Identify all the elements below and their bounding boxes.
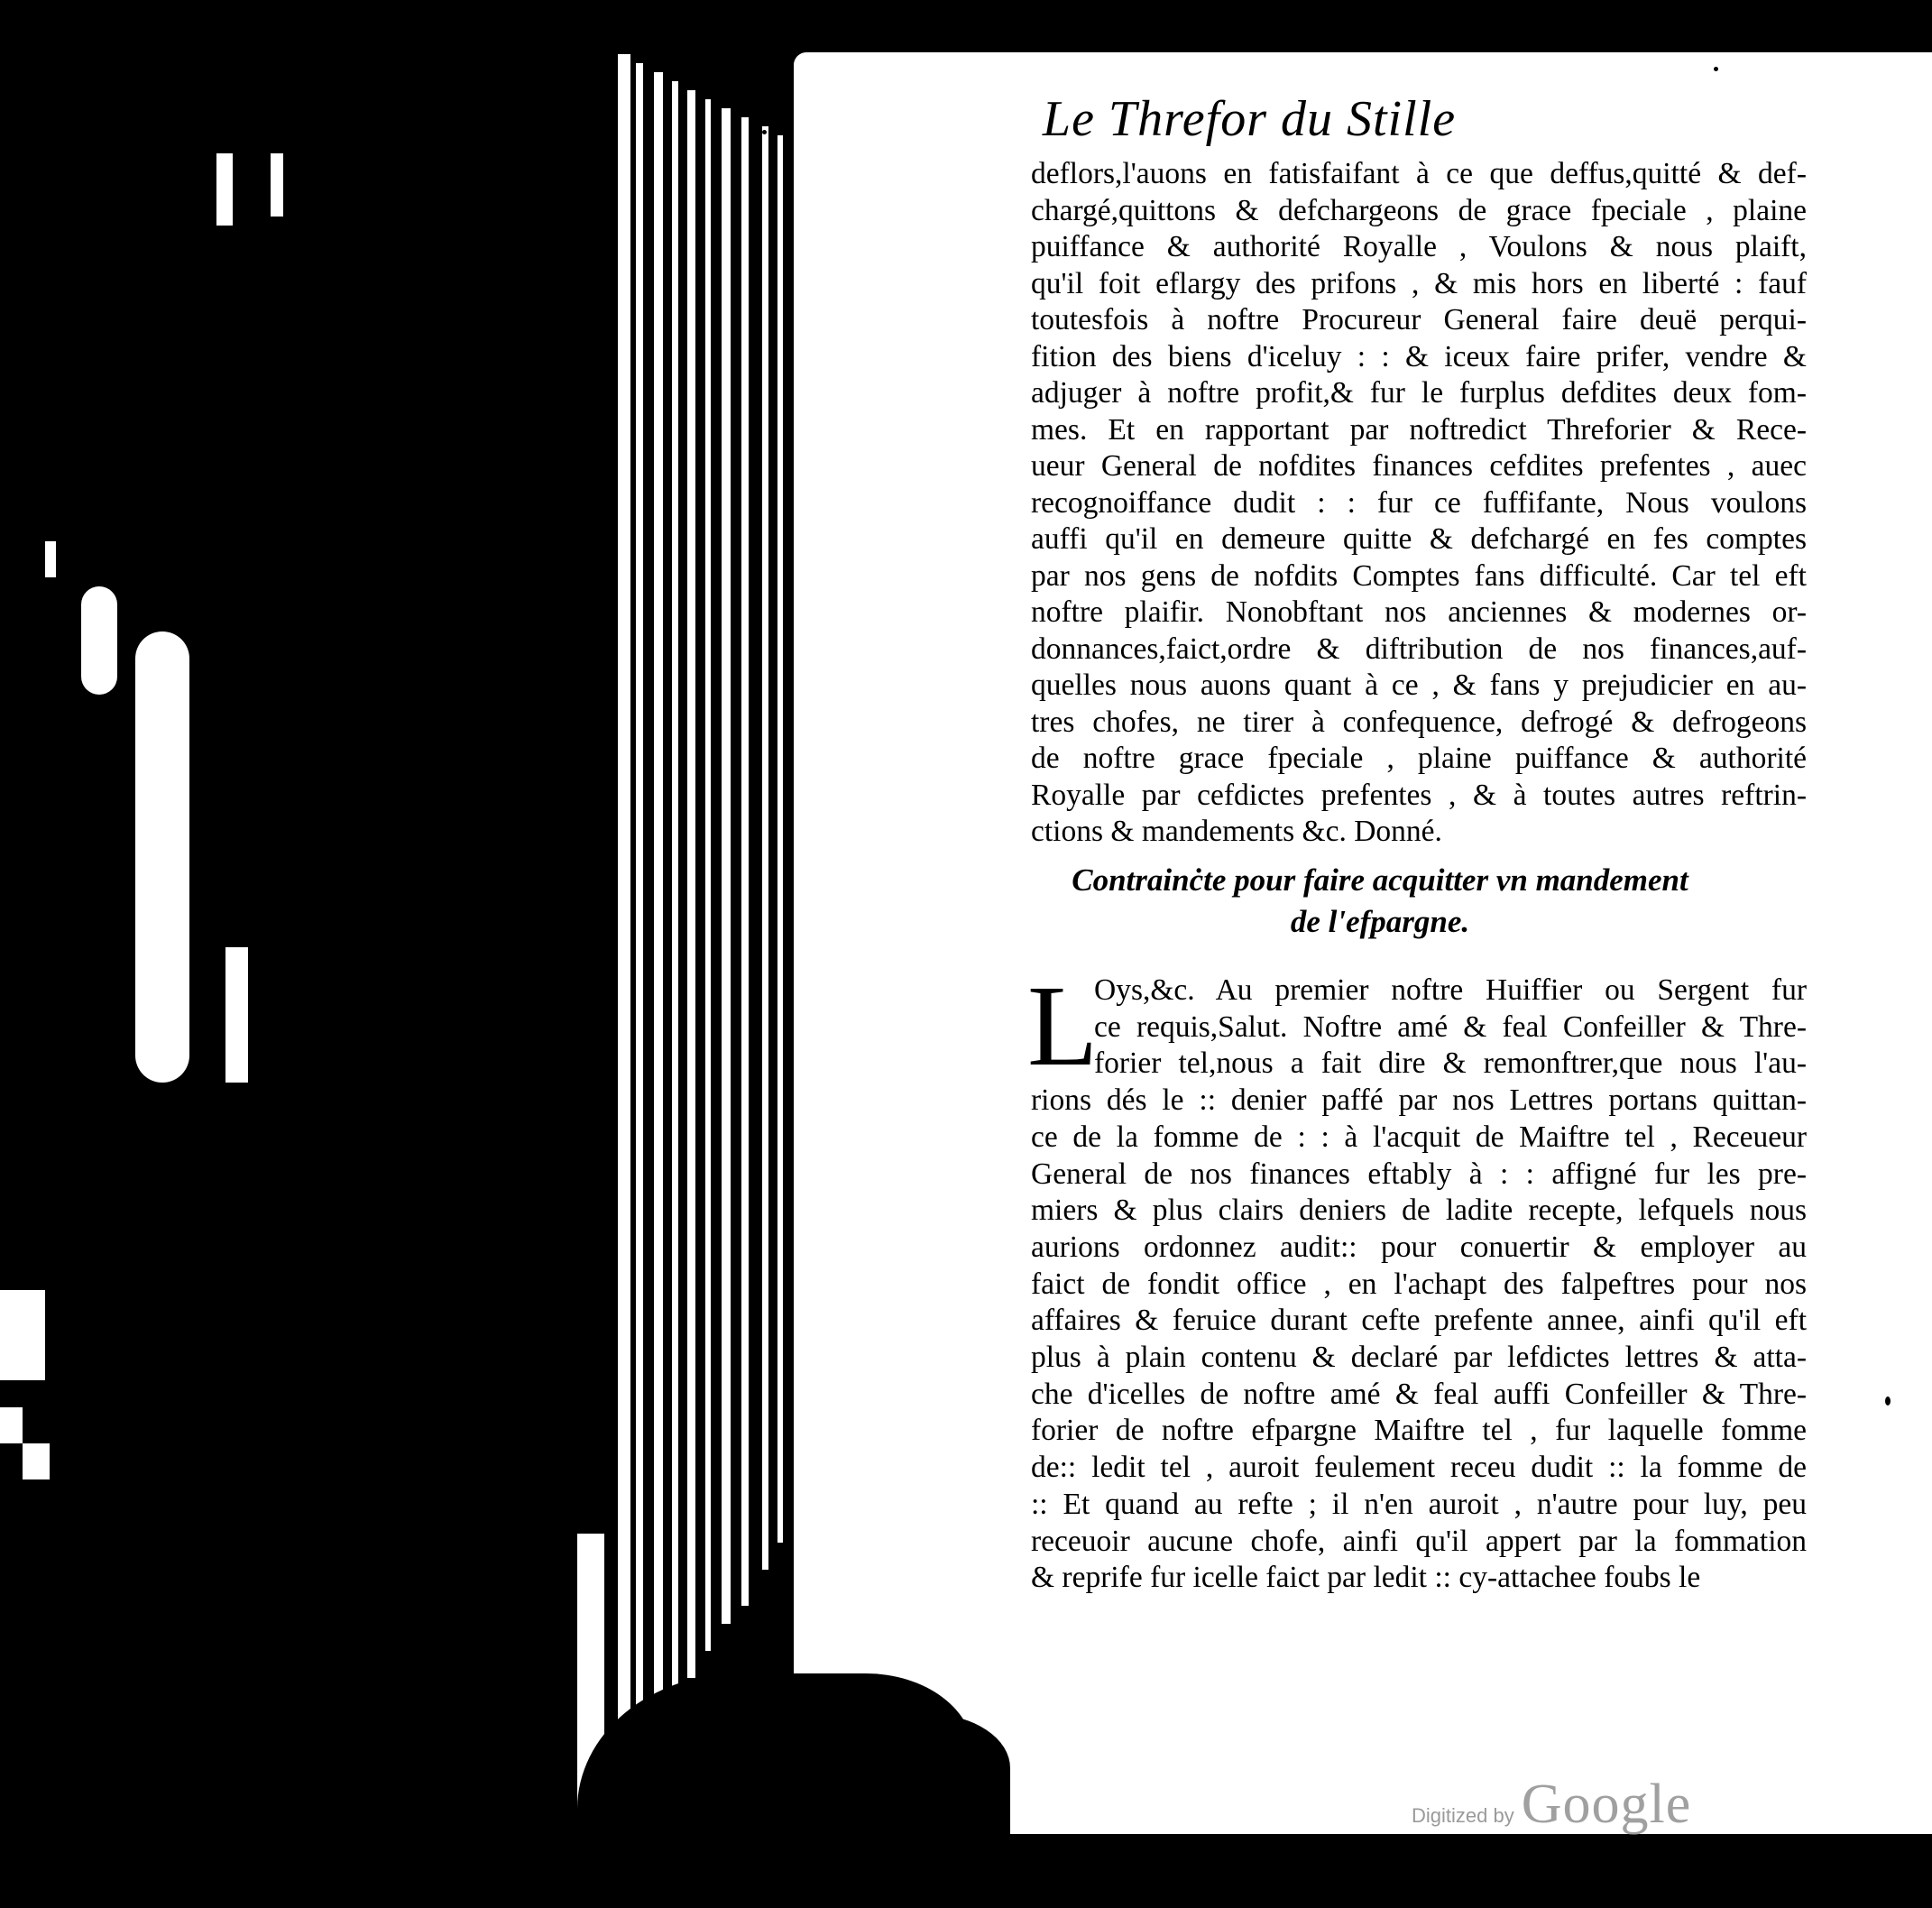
text-line: puiffance & authorité Royalle , Voulons & nous plaift, <box>1031 230 1807 263</box>
text-line: faict de fondit office , en l'achapt des falpeftres pour nos <box>1031 1267 1807 1301</box>
text-line: forier de noftre efpargne Maiftre tel , fur laquelle fomme <box>1031 1414 1807 1448</box>
text-line: General de nos finances eftably à : : affigné fur les pre- <box>1031 1157 1807 1191</box>
paragraph-1 <box>1031 156 1807 851</box>
text-line: & reprife fur icelle faict par ledit :: cy-attachee foubs le <box>1031 1561 1701 1595</box>
text-line: auffi qu'il en demeure quitte & defchargé en fes comptes <box>1031 522 1807 556</box>
text-line: adjuger à noftre profit,& fur le furplus defdites deux fom- <box>1031 376 1807 410</box>
text-line: receuoir aucune chofe, ainfi qu'il appert par la fommation <box>1031 1524 1807 1558</box>
heading-line: Contrainċte pour faire acquitter vn mandement <box>1072 862 1688 898</box>
drop-cap: L <box>1027 962 1099 1090</box>
running-head: Le Threfor du Stille <box>1042 91 1457 147</box>
color-scale-bar <box>0 1281 54 1516</box>
text-line: toutesfois à noftre Procureur General faire deuë perqui- <box>1031 303 1807 336</box>
watermark-prefix: Digitized by <box>1412 1804 1514 1827</box>
text-line: che d'icelles de noftre amé & feal auffi Confeiller & Thre- <box>1031 1377 1807 1411</box>
text-line: recognoiffance dudit : : fur ce fuffifante, Nous voulons <box>1031 485 1807 520</box>
text-line: quelles nous auons quant à ce , & fans y prejudicier en au- <box>1031 668 1807 702</box>
book-page <box>794 52 1932 1834</box>
text-line: ueur General de nofdites finances cefdites prefentes , auec <box>1031 449 1807 483</box>
section-heading <box>974 860 1786 943</box>
paragraph-2 <box>1027 962 1807 1597</box>
text-line: plus à plain contenu & declaré par lefdictes lettres & atta- <box>1031 1341 1807 1375</box>
text-line: Oys,&c. Au premier noftre Huiffier ou Sergent fur <box>1094 973 1807 1007</box>
text-line: forier tel,nous a fait dire & remonftrer,que nous l'au- <box>1094 1046 1807 1081</box>
text-line: de:: ledit tel , auroit feulement receu dudit :: la fomme de <box>1031 1451 1807 1485</box>
text-line: de noftre grace fpeciale , plaine puiffance & authorité <box>1031 742 1807 775</box>
text-line: noftre plaifir. Nonobftant nos anciennes & modernes or- <box>1031 595 1807 629</box>
text-line: ce requis,Salut. Noftre amé & feal Confeiller & Thre- <box>1094 1009 1807 1044</box>
text-line: fition des biens d'iceluy : : & iceux faire prifer, vendre & <box>1031 339 1807 373</box>
google-logo: Google <box>1521 1774 1692 1835</box>
text-line: Royalle par cefdictes prefentes , & à toutes autres reftrin- <box>1031 778 1807 812</box>
text-line: ctions & mandements &c. Donné. <box>1031 815 1442 848</box>
text-line: affaires & feruice durant cefte prefente annee, ainfi qu'il eft <box>1031 1304 1807 1338</box>
text-line: tres chofes, ne tirer à confequence, defrogé & defrogeons <box>1031 705 1807 739</box>
text-line: deflors,l'auons en fatisfaifant à ce que deffus,quitté & def- <box>1031 157 1807 190</box>
text-line: par nos gens de nofdits Comptes fans difficulté. Car tel eft <box>1031 558 1807 593</box>
text-line: mes. Et en rapportant par noftredict Threforier & Rece- <box>1031 412 1807 447</box>
text-line: aurions ordonnez audit:: pour conuertir & employer au <box>1031 1230 1807 1264</box>
digitized-watermark <box>1412 1773 1691 1837</box>
book-fore-edge <box>0 0 794 1877</box>
text-line: ce de la fomme de : : à l'acquit de Maiftre tel , Receueur <box>1031 1120 1807 1154</box>
text-line: donnances,faict,ordre & diftribution de nos finances,auf- <box>1031 631 1807 666</box>
heading-line: de l'efpargne. <box>1290 904 1470 939</box>
text-line: chargé,quittons & defchargeons de grace fpeciale , plaine <box>1031 193 1807 227</box>
text-line: qu'il foit eflargy des prifons , & mis hors en liberté : fauf <box>1031 266 1807 300</box>
text-line: rions dés le :: denier paffé par nos Lettres portans quittan- <box>1031 1083 1807 1118</box>
text-line: :: Et quand au refte ; il n'en auroit , n'autre pour luy, peu <box>1031 1487 1807 1521</box>
text-line: miers & plus clairs deniers de ladite recepte, lefquels nous <box>1031 1194 1807 1228</box>
